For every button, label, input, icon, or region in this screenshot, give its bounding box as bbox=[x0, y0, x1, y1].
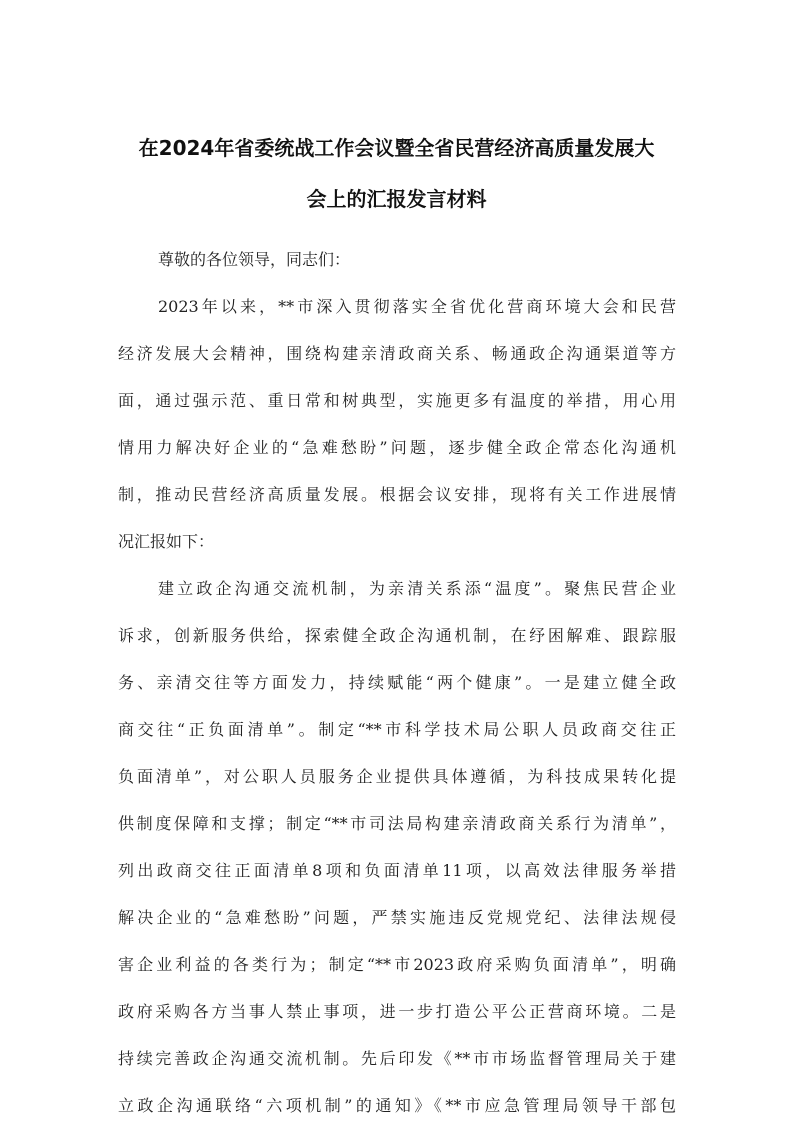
body-line: 供制度保障和支撑；制定“**市司法局构建亲清政商关系行为清单”， bbox=[118, 814, 676, 833]
body-line: 政府采购各方当事人禁止事项，进一步打造公平公正营商环境。二是 bbox=[118, 1002, 676, 1021]
body-line: 列出政商交往正面清单8项和负面清单11项，以高效法律服务举措 bbox=[118, 861, 676, 880]
body-line: 建立政企沟通交流机制，为亲清关系添“温度”。聚焦民营企业 bbox=[158, 579, 676, 598]
body-line: 况汇报如下： bbox=[118, 532, 215, 551]
salutation: 尊敬的各位领导，同志们： bbox=[158, 250, 351, 269]
body-line: 情用力解决好企业的“急难愁盼”问题，逐步健全政企常态化沟通机 bbox=[118, 438, 676, 457]
body-line: 务、亲清交往等方面发力，持续赋能“两个健康”。一是建立健全政 bbox=[118, 673, 676, 692]
document-title-line-2: 会上的汇报发言材料 bbox=[306, 187, 487, 211]
body-line: 害企业利益的各类行为；制定“**市2023政府采购负面清单”，明确 bbox=[118, 955, 676, 974]
body-line: 负面清单”，对公职人员服务企业提供具体遵循，为科技成果转化提 bbox=[118, 767, 676, 786]
body-line: 制，推动民营经济高质量发展。根据会议安排，现将有关工作进展情 bbox=[118, 485, 676, 504]
body-line: 经济发展大会精神，围绕构建亲清政商关系、畅通政企沟通渠道等方 bbox=[118, 344, 676, 363]
body-line: 2023年以来，**市深入贯彻落实全省优化营商环境大会和民营 bbox=[158, 297, 676, 316]
body-line: 面，通过强示范、重日常和树典型，实施更多有温度的举措，用心用 bbox=[118, 391, 676, 410]
body-line: 诉求，创新服务供给，探索健全政企沟通机制，在纾困解难、跟踪服 bbox=[118, 626, 676, 645]
body-line: 持续完善政企沟通交流机制。先后印发《**市市场监督管理局关于建 bbox=[118, 1049, 676, 1068]
body-line: 商交往“正负面清单”。制定“**市科学技术局公职人员政商交往正 bbox=[118, 720, 676, 739]
body-line: 立政企沟通联络“六项机制”的通知》《**市应急管理局领导干部包 bbox=[118, 1096, 676, 1115]
body-line: 解决企业的“急难愁盼”问题，严禁实施违反党规党纪、法律法规侵 bbox=[118, 908, 676, 927]
document-title-line-1: 在2024年省委统战工作会议暨全省民营经济高质量发展大 bbox=[138, 136, 655, 160]
